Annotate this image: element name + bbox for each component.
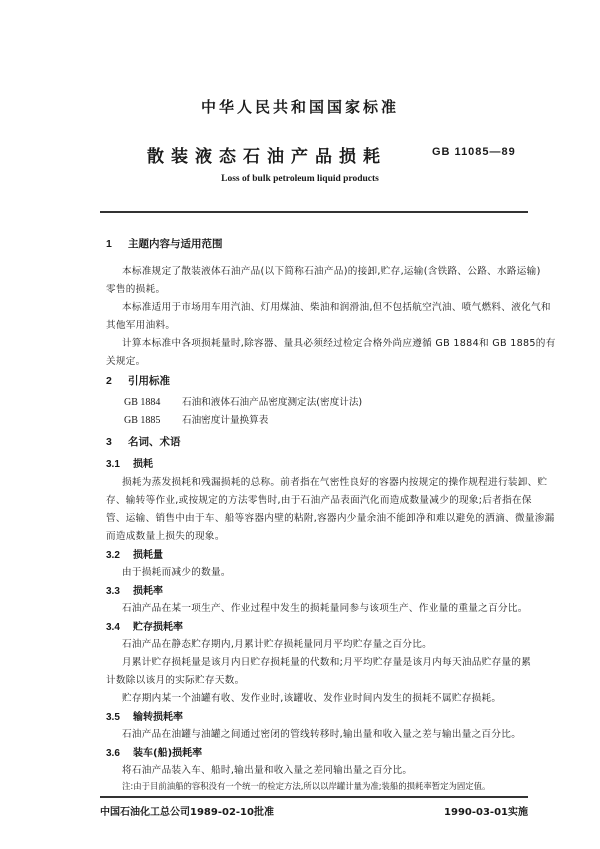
paragraph-line: 关规定。 bbox=[106, 356, 146, 367]
standard-code: GB 11085—89 bbox=[432, 146, 516, 158]
paragraph-line: 零售的损耗。 bbox=[106, 284, 166, 295]
english-subtitle: Loss of bulk petroleum liquid products bbox=[221, 174, 379, 184]
subsection-heading: 3.6 装车(船)损耗率 bbox=[106, 748, 203, 759]
document-title: 散装液态石油产品损耗 bbox=[147, 147, 387, 167]
paragraph-line: 其他军用油料。 bbox=[106, 320, 176, 331]
paragraph-line: 计数除以该月的实际贮存天数。 bbox=[106, 675, 245, 686]
section-heading-2: 2 引用标准 bbox=[106, 375, 170, 387]
section-heading-3: 3 名词、术语 bbox=[106, 436, 181, 448]
approval-info: 中国石油化工总公司1989-02-10批准 bbox=[100, 807, 274, 818]
footer-rule bbox=[100, 796, 528, 798]
paragraph-line: 贮存期内某一个油罐有收、发作业时,该罐收、发作业时间内发生的损耗不属贮存损耗。 bbox=[122, 693, 502, 704]
reference-item: GB 1885 石油密度计量换算表 bbox=[124, 415, 269, 426]
subsection-heading: 3.1 损耗 bbox=[106, 459, 153, 470]
paragraph-line: 本标准规定了散装液体石油产品(以下简称石油产品)的接卸,贮存,运输(含铁路、公路、水路运输) bbox=[122, 266, 541, 277]
paragraph-line: 损耗为蒸发损耗和残漏损耗的总称。前者指在气密性良好的容器内按规定的操作规程进行装卸、贮 bbox=[122, 477, 548, 488]
header-rule bbox=[100, 211, 528, 213]
paragraph-line: 月累计贮存损耗量是该月内日贮存损耗量的代数和;月平均贮存量是该月内每天油品贮存量的累 bbox=[122, 657, 532, 668]
subsection-heading: 3.2 损耗量 bbox=[106, 550, 163, 561]
paragraph-line: 石油产品在油罐与油罐之间通过密闭的管线转移时,输出量和收入量之差与输出量之百分比。 bbox=[122, 729, 522, 740]
paragraph-line: 由于损耗而减少的数量。 bbox=[122, 567, 231, 578]
issuing-organization: 中华人民共和国国家标准 bbox=[200, 98, 399, 116]
section-heading-1: 1 主题内容与适用范围 bbox=[106, 238, 223, 250]
paragraph-line: 石油产品在某一项生产、作业过程中发生的损耗量同参与该项生产、作业量的重量之百分比。 bbox=[122, 603, 528, 614]
subsection-heading: 3.3 损耗率 bbox=[106, 586, 163, 597]
paragraph-line: 存、输转等作业,或按规定的方法零售时,由于石油产品表面汽化而造成数量减少的现象;后者指在保 bbox=[106, 495, 532, 506]
note: 注:由于目前油船的容积没有一个统一的检定方法,所以以岸罐计量为准;装船的损耗率暂定为固定值。 bbox=[122, 781, 491, 791]
subsection-heading: 3.5 输转损耗率 bbox=[106, 712, 183, 723]
paragraph-line: 管、运输、销售中由于车、船等容器内壁的粘附,容器内少量余油不能卸净和难以避免的洒滴、微量渗漏 bbox=[106, 513, 555, 524]
paragraph-line: 将石油产品装入车、船时,输出量和收入量之差同输出量之百分比。 bbox=[122, 765, 413, 776]
implementation-date: 1990-03-01实施 bbox=[444, 807, 528, 818]
paragraph-line: 石油产品在静态贮存期内,月累计贮存损耗量同月平均贮存量之百分比。 bbox=[122, 639, 433, 650]
reference-item: GB 1884 石油和液体石油产品密度测定法(密度计法) bbox=[124, 397, 363, 408]
paragraph-line: 计算本标准中各项损耗量时,除容器、量具必须经过检定合格外尚应遵循 GB 1884和 GB 1885的有 bbox=[122, 338, 556, 349]
subsection-heading: 3.4 贮存损耗率 bbox=[106, 622, 183, 633]
paragraph-line: 而造成数量上损失的现象。 bbox=[106, 531, 225, 542]
paragraph-line: 本标准适用于市场用车用汽油、灯用煤油、柴油和润滑油,但不包括航空汽油、喷气燃料、液化气和 bbox=[122, 302, 551, 313]
